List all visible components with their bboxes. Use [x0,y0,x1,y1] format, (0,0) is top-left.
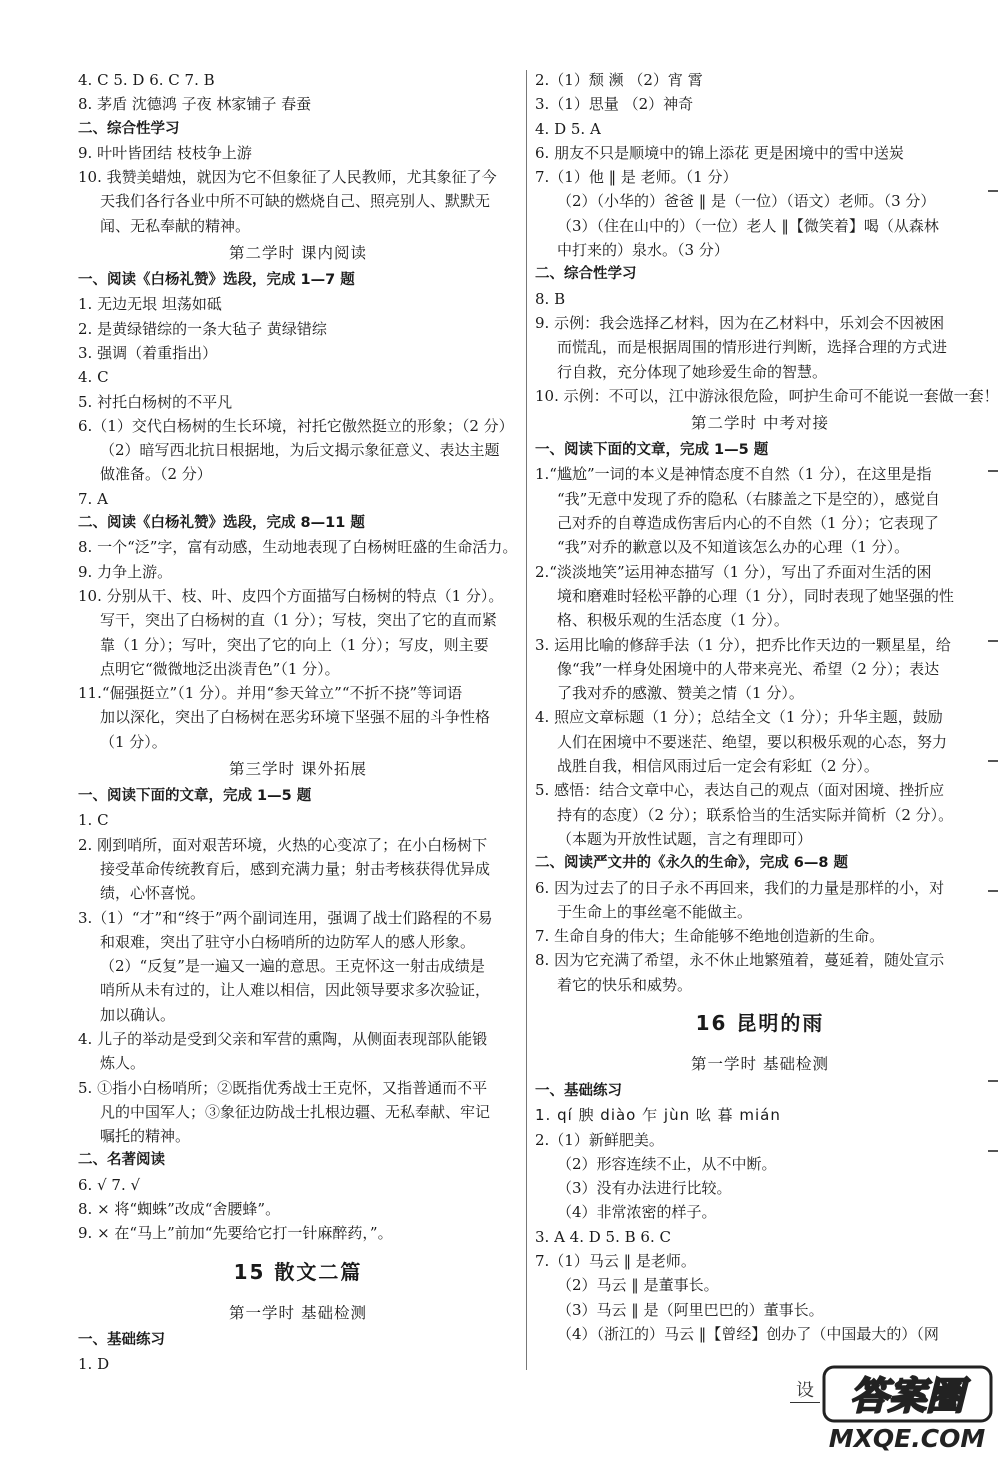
answer-continuation: “我”对乔的歉意以及不知道该怎么办的心理（1 分）。 [557,538,910,557]
column-divider [526,70,527,1370]
answer-line: 8. 茅盾 沈德鸿 子夜 林家铺子 春蚕 [78,95,312,114]
answer-continuation: 于生命上的事丝毫不能做主。 [557,902,753,921]
answer-line: 2. 刚到哨所，面对艰苦环境，火热的心变凉了；在小白杨树下 [78,835,488,854]
answer-line: 3.（1）思量 （2）神奇 [535,95,694,114]
answer-line: 6. 朋友不只是顺境中的锦上添花 更是困境中的雪中送炭 [535,143,904,162]
answer-subitem: （4）非常浓密的样子。 [557,1203,717,1222]
answer-line: 10. 分别从干、枝、叶、皮四个方面描写白杨树的特点（1 分）。 [78,586,504,605]
answer-continuation: 人们在困境中不要迷茫、绝望，要以积极乐观的心态，努力 [557,732,948,751]
answer-subitem: （4）（浙江的）马云 ‖【曾经】创办了（中国最大的）（网 [557,1324,939,1343]
answer-line: 8. 因为它充满了希望，永不休止地繁殖着，蔓延着，随处宣示 [535,951,945,970]
answer-line: 1. D [78,1354,110,1373]
answer-continuation: “我”无意中发现了乔的隐私（右膝盖之下是空的），感觉自 [557,489,940,508]
answer-subitem: 做准备。（2 分） [100,465,212,484]
section-heading: 二、名著阅读 [78,1152,165,1169]
answer-line: 5. ①指小白杨哨所；②既指优秀战士王克怀，又指普通而不平 [78,1078,488,1097]
answer-line: 4. C 5. D 6. C 7. B [78,71,215,89]
session-heading: 第二学时 课内阅读 [229,244,367,263]
answer-line: 5. 感悟：结合文章中心，表达自己的观点（面对困境、挫折应 [535,781,945,800]
answer-line: 6.（1）交代白杨树的生长环境，衬托它傲然挺立的形象；（2 分） [78,416,514,435]
answer-line: 9. 力争上游。 [78,562,173,581]
answer-line: 2.（1）颓 濒 （2）宵 霄 [535,71,703,89]
answer-line: 1. qí 腴 diào 乍 jùn 吆 暮 mián [535,1106,781,1125]
answer-continuation: 嘱托的精神。 [100,1127,191,1146]
answer-continuation: 加以深化，突出了白杨树在恶劣环境下坚强不屈的斗争性格 [100,708,491,727]
section-heading: 一、阅读《白杨礼赞》选段，完成 1—7 题 [78,272,355,289]
answer-continuation: 中打来的）泉水。（3 分） [557,241,729,260]
answer-line: 8. 一个“泛”字，富有动感，生动地表现了白杨树旺盛的生命活力。 [78,538,518,557]
answer-subitem: （3）（住在山中的）（一位）老人 ‖【微笑着】喝（从森林 [557,216,939,235]
answer-continuation: 天我们各行各业中所不可缺的燃烧自己、照亮别人、默默无 [100,192,491,211]
watermark-line2: MXQE.COM [828,1424,986,1453]
answer-line: 1. C [78,811,109,830]
answer-subitem: （2）形容连续不止，从不中断。 [557,1154,777,1173]
answer-continuation: 格、积极乐观的生活态度（1 分）。 [557,611,789,630]
answer-continuation: 战胜自我，相信风雨过后一定会有彩虹（2 分）。 [557,757,879,776]
page-number-fragment: 设 [796,1376,814,1402]
answer-line: 3. 强调（着重指出） [78,343,218,362]
answer-continuation: 行自救，充分体现了她珍爱生命的智慧。 [557,362,828,381]
section-heading: 二、阅读《白杨礼赞》选段，完成 8—11 题 [78,515,365,532]
answer-continuation: 点明它“微微地泛出淡青色”（1 分）。 [100,659,340,678]
answer-continuation: 了我对乔的感激、赞美之情（1 分）。 [557,684,804,703]
answer-continuation: 凡的中国军人；③象征边防战士扎根边疆、无私奉献、牢记 [100,1102,491,1121]
answer-line: 1.“尴尬”一词的本义是神情态度不自然（1 分），在这里是指 [535,465,932,484]
answer-continuation: 着它的快乐和威势。 [557,975,693,994]
answer-line: 6. 因为过去了的日子永不再回来，我们的力量是那样的小，对 [535,878,945,897]
session-heading: 第二学时 中考对接 [691,414,829,433]
answer-line: 11.“倔强挺立”（1 分）。并用“参天耸立”“不折不挠”等词语 [78,684,463,703]
answer-line: 10. 示例：不可以，江中游泳很危险，呵护生命可不能说一套做一套！ [535,386,999,405]
answer-continuation: 绩，心怀喜悦。 [100,884,206,903]
answer-line: 10. 我赞美蜡烛，就因为它不但象征了人民教师，尤其象征了今 [78,168,497,187]
section-heading: 一、阅读下面的文章，完成 1—5 题 [78,788,312,805]
answer-continuation: 靠（1 分）；写叶，突出了它的向上（1 分）；写皮，则主要 [100,635,489,654]
section-heading: 二、综合性学习 [78,120,180,137]
answer-continuation: 境和磨难时轻松平静的心理（1 分），同时表现了她坚强的性 [557,586,954,605]
left-column [78,68,518,1376]
answer-line: 7.（1）他 ‖ 是 老师。（1 分） [535,168,738,187]
answer-line: 2. 是黄绿错综的一条大毡子 黄绿错综 [78,319,327,338]
answer-line: 9. 示例：我会选择乙材料，因为在乙材料中，乐刘会不因被困 [535,313,945,332]
answer-line: 2.“淡淡地笑”运用神态描写（1 分），写出了乔面对生活的困 [535,562,932,581]
answer-line: 6. √ 7. √ [78,1175,141,1194]
answer-subitem: （3）马云 ‖ 是（阿里巴巴的）董事长。 [557,1300,824,1319]
answer-continuation: 接受革命传统教育后，感到充满力量；射击考核获得优异成 [100,859,491,878]
answer-continuation: （本题为开放性试题，言之有理即可） [557,829,813,848]
answer-line: 4. C [78,368,109,387]
answer-continuation: 哨所从未有过的，让人难以相信，因此领导要求多次验证， [100,981,491,1000]
answer-continuation: 闻、无私奉献的精神。 [100,216,251,235]
session-heading: 第一学时 基础检测 [229,1303,367,1322]
answer-continuation: 写干，突出了白杨树的直（1 分）；写枝，突出了它的直而紧 [100,611,497,630]
lesson-title: 15 散文二篇 [233,1259,363,1284]
answer-continuation: 炼人。 [100,1054,146,1073]
watermark-line1: 答案圈 [849,1374,965,1418]
answer-continuation: 己对乔的自尊造成伤害后内心的不自然（1 分）；它表现了 [557,514,939,533]
answer-line: 9. 叶叶皆团结 枝枝争上游 [78,143,252,162]
answer-line: 3. A 4. D 5. B 6. C [535,1227,671,1246]
answer-line: 3. 运用比喻的修辞手法（1 分），把乔比作天边的一颗星星，给 [535,635,951,654]
answer-line: 8. B [535,289,566,308]
answer-line: 4. D 5. A [535,119,601,138]
answer-continuation: 持有的态度）（2 分）；联系恰当的生活实际并简析（2 分）。 [557,805,954,824]
section-heading: 一、基础练习 [535,1082,622,1099]
answer-continuation: 而慌乱，而是根据周围的情形进行判断，选择合理的方式进 [557,338,948,357]
answer-subitem: （2）马云 ‖ 是董事长。 [557,1276,719,1295]
right-column [535,68,999,1346]
answer-continuation: 和艰难，突出了驻守小白杨哨所的边防军人的感人形象。 [100,932,476,951]
answer-line: 4. 儿子的举动是受到父亲和军营的熏陶，从侧面表现部队能锻 [78,1029,488,1048]
answer-line: 7. A [78,489,108,508]
answer-subitem: （2）（小华的）爸爸 ‖ 是（一位）（语文）老师。（3 分） [557,192,936,211]
answer-subitem: （2）暗写西北抗日根据地，为后文揭示象征意义、表达主题 [100,441,500,460]
right-edge-marks [982,0,1000,1458]
watermark-logo [820,1363,995,1453]
answer-line: 8. × 将“蜘蛛”改成“舍腰蜂”。 [78,1200,281,1219]
answer-subitem: （2）“反复”是一遍又一遍的意思。王克怀这一射击成绩是 [100,957,485,976]
answer-subitem: （3）没有办法进行比较。 [557,1179,732,1198]
answer-line: 7. 生命自身的伟大；生命能够不绝地创造新的生命。 [535,927,885,946]
lesson-title: 16 昆明的雨 [695,1010,825,1035]
answer-line: 1. 无边无垠 坦荡如砥 [78,295,222,314]
session-heading: 第一学时 基础检测 [691,1054,829,1073]
answer-line: 5. 衬托白杨树的不平凡 [78,392,233,411]
section-heading: 一、基础练习 [78,1331,165,1348]
section-heading: 一、阅读下面的文章，完成 1—5 题 [535,442,769,459]
session-heading: 第三学时 课外拓展 [229,760,367,779]
answer-line: 7.（1）马云 ‖ 是老师。 [535,1252,696,1271]
answer-continuation: 像“我”一样身处困境中的人带来亮光、希望（2 分）；表达 [557,659,940,678]
answer-line: 9. × 在“马上”前加“先要给它打一针麻醉药，”。 [78,1224,393,1243]
section-heading: 二、阅读严文井的《永久的生命》，完成 6—8 题 [535,855,849,872]
answer-line: 3.（1）“才”和“终于”两个副词连用，强调了战士们路程的不易 [78,908,493,927]
answer-line: 2.（1）新鲜肥美。 [535,1130,664,1149]
answer-continuation: 加以确认。 [100,1005,176,1024]
section-heading: 二、综合性学习 [535,266,637,283]
answer-continuation: （1 分）。 [100,732,167,751]
answer-line: 4. 照应文章标题（1 分）；总结全文（1 分）；升华主题，鼓励 [535,708,943,727]
